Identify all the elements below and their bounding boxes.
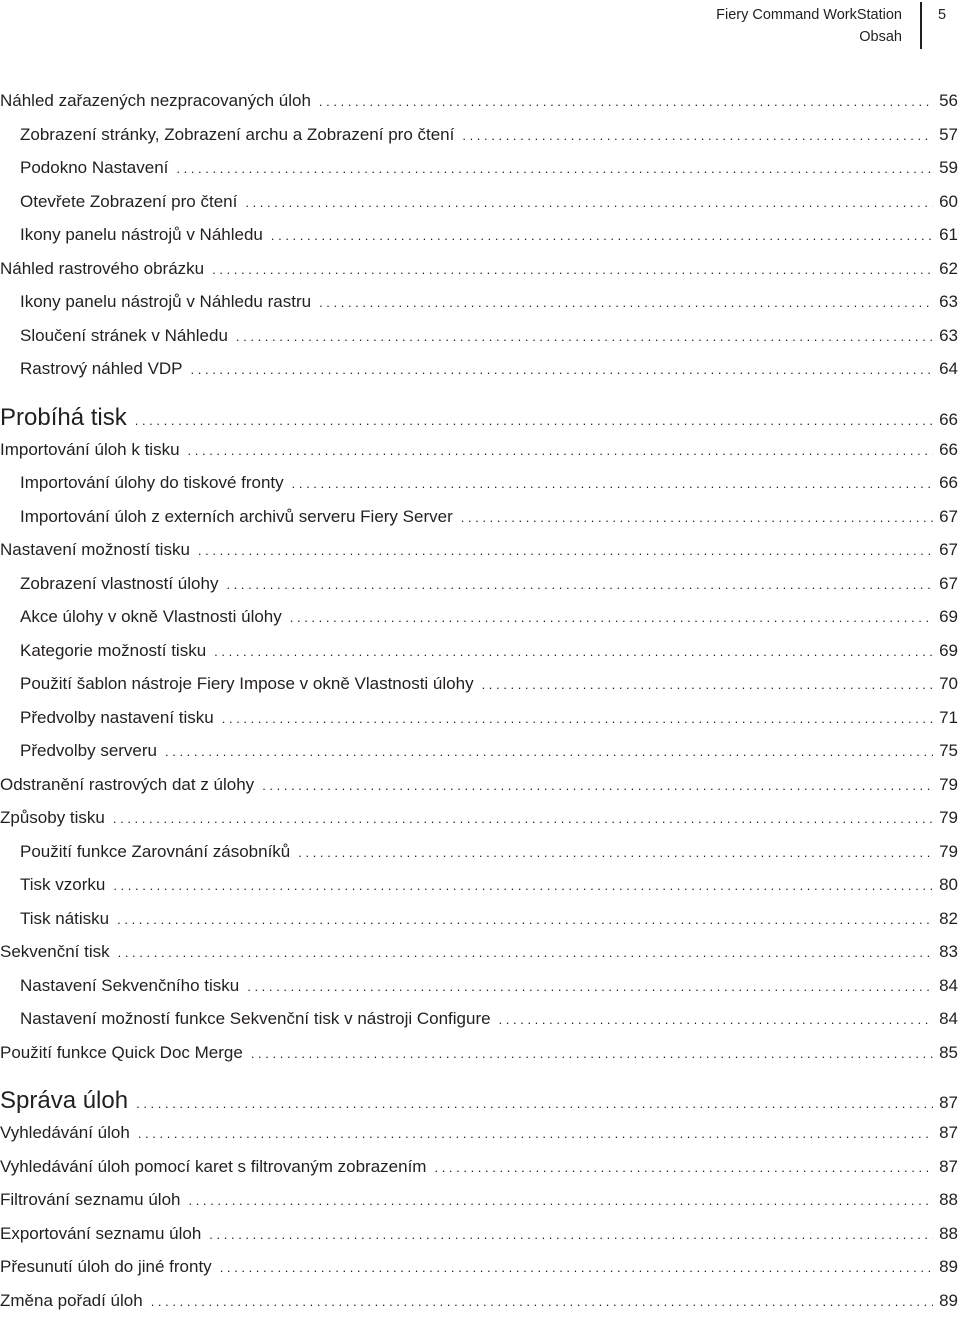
toc-entry[interactable] xyxy=(0,634,958,668)
toc-entry-title: Sloučení stránek v Náhledu xyxy=(20,325,228,345)
dot-leader xyxy=(188,434,934,468)
dot-leader xyxy=(461,501,933,535)
toc-entry-page: 61 xyxy=(939,225,958,244)
header-divider xyxy=(920,2,922,49)
toc-entry-title: Tisk nátisku xyxy=(20,908,110,928)
toc-entry-title: Přesunutí úloh do jiné fronty xyxy=(0,1257,212,1276)
toc-entry[interactable] xyxy=(0,500,958,534)
toc-entry-page: 67 xyxy=(939,573,958,593)
dot-leader xyxy=(482,668,934,702)
toc-entry-title: Náhled rastrového obrázku xyxy=(0,258,205,278)
toc-entry-title: Vyhledávání úloh xyxy=(0,1123,130,1142)
dot-leader xyxy=(245,186,933,220)
toc-entry-title: Použití funkce Zarovnání zásobníků xyxy=(20,841,291,861)
toc-entry-title: Exportování seznamu úloh xyxy=(0,1223,202,1243)
toc-entry-page: 84 xyxy=(939,1009,958,1028)
page-header xyxy=(0,0,960,60)
toc-entry-title: Použití funkce Quick Doc Merge xyxy=(0,1042,243,1062)
toc-entry-title: Akce úlohy v okně Vlastnosti úlohy xyxy=(20,607,282,626)
dot-leader xyxy=(212,253,933,287)
toc-entry-title: Nastavení možností funkce Sekvenční tisk v nástroji Configure xyxy=(20,1009,491,1028)
toc-entry-page: 60 xyxy=(939,191,958,211)
toc-entry-title: Způsoby tisku xyxy=(0,808,105,827)
toc-entry[interactable] xyxy=(0,701,958,735)
toc-entry-title: Náhled zařazených nezpracovaných úloh xyxy=(0,91,311,110)
dot-leader xyxy=(226,568,933,602)
dot-leader xyxy=(319,85,933,119)
dot-leader xyxy=(151,1285,933,1319)
toc-entry[interactable] xyxy=(0,433,958,467)
dot-leader xyxy=(319,286,933,320)
dot-leader xyxy=(113,802,933,836)
toc-entry[interactable] xyxy=(0,352,958,386)
toc-chapter[interactable] xyxy=(0,1086,958,1116)
toc-entry-title: Podokno Nastavení xyxy=(20,158,169,177)
toc-entry-page: 84 xyxy=(939,975,958,995)
toc-entry[interactable] xyxy=(0,185,958,219)
toc-entry-page: 79 xyxy=(939,808,958,827)
toc-entry-page: 69 xyxy=(939,640,958,660)
toc-entry-page: 87 xyxy=(939,1123,958,1142)
dot-leader xyxy=(113,869,933,903)
toc-entry-title: Importování úloh z externích archivů serveru Fiery Server xyxy=(20,506,453,526)
header-text xyxy=(716,4,902,48)
dot-leader xyxy=(214,635,933,669)
dot-leader xyxy=(117,903,933,937)
dot-leader xyxy=(236,320,933,354)
dot-leader xyxy=(434,1151,933,1185)
toc-entry[interactable] xyxy=(0,1183,958,1217)
table-of-contents xyxy=(0,84,958,1317)
toc-entry[interactable] xyxy=(0,600,958,634)
toc-entry[interactable] xyxy=(0,252,958,286)
toc-entry-page: 64 xyxy=(939,359,958,378)
dot-leader xyxy=(499,1003,934,1037)
toc-entry-title: Rastrový náhled VDP xyxy=(20,359,183,378)
toc-chapter[interactable] xyxy=(0,403,958,433)
toc-entry[interactable] xyxy=(0,466,958,500)
dot-leader xyxy=(271,219,933,253)
toc-entry-title: Probíhá tisk xyxy=(0,403,127,431)
toc-entry-page: 85 xyxy=(939,1042,958,1062)
toc-entry-title: Nastavení možností tisku xyxy=(0,540,190,559)
toc-entry-title: Předvolby serveru xyxy=(20,741,158,760)
toc-entry-title: Odstranění rastrových dat z úlohy xyxy=(0,774,255,794)
dot-leader xyxy=(176,152,933,186)
toc-entry-title: Předvolby nastavení tisku xyxy=(20,707,214,727)
toc-entry[interactable] xyxy=(0,935,958,969)
toc-entry[interactable] xyxy=(0,902,958,936)
toc-entry[interactable] xyxy=(0,969,958,1003)
toc-entry[interactable] xyxy=(0,835,958,869)
dot-leader xyxy=(290,601,933,635)
toc-entry-page: 69 xyxy=(939,607,958,626)
dot-leader xyxy=(135,406,933,436)
dot-leader xyxy=(251,1037,933,1071)
toc-entry-title: Sekvenční tisk xyxy=(0,942,110,961)
toc-entry-page: 70 xyxy=(939,674,958,693)
toc-entry-title: Vyhledávání úloh pomocí karet s filtrovaným zobrazením xyxy=(0,1156,427,1176)
dot-leader xyxy=(462,119,933,153)
toc-entry-title: Zobrazení stránky, Zobrazení archu a Zobrazení pro čtení xyxy=(20,124,455,144)
toc-entry-page: 79 xyxy=(939,774,958,794)
toc-entry-page: 62 xyxy=(939,258,958,278)
dot-leader xyxy=(138,1117,933,1151)
toc-entry[interactable] xyxy=(0,118,958,152)
header-section: Obsah xyxy=(859,29,902,45)
toc-entry[interactable] xyxy=(0,868,958,902)
toc-entry[interactable] xyxy=(0,151,958,185)
header-page-number: 5 xyxy=(938,7,947,23)
toc-entry[interactable] xyxy=(0,218,958,252)
toc-entry[interactable] xyxy=(0,567,958,601)
toc-entry-page: 87 xyxy=(939,1156,958,1176)
dot-leader xyxy=(136,1089,933,1119)
toc-entry-page: 71 xyxy=(939,707,958,727)
toc-entry-title: Importování úloh k tisku xyxy=(0,439,180,459)
toc-entry-title: Změna pořadí úloh xyxy=(0,1290,143,1310)
toc-entry-title: Ikony panelu nástrojů v Náhledu xyxy=(20,225,263,244)
toc-entry-title: Importování úlohy do tiskové fronty xyxy=(20,473,284,492)
toc-entry-page: 82 xyxy=(939,908,958,928)
toc-entry-page: 89 xyxy=(939,1290,958,1310)
toc-entry-page: 63 xyxy=(939,325,958,345)
toc-entry-title: Ikony panelu nástrojů v Náhledu rastru xyxy=(20,292,312,311)
dot-leader xyxy=(222,702,933,736)
toc-entry-title: Nastavení Sekvenčního tisku xyxy=(20,975,240,995)
dot-leader xyxy=(165,735,933,769)
toc-entry-page: 88 xyxy=(939,1223,958,1243)
dot-leader xyxy=(220,1251,933,1285)
toc-entry-page: 87 xyxy=(939,1093,958,1112)
toc-entry-page: 57 xyxy=(939,124,958,144)
dot-leader xyxy=(118,936,933,970)
dot-leader xyxy=(198,534,933,568)
toc-entry-title: Správa úloh xyxy=(0,1087,129,1114)
dot-leader xyxy=(247,970,933,1004)
toc-entry-page: 66 xyxy=(939,409,958,429)
toc-entry-page: 88 xyxy=(939,1190,958,1209)
toc-entry[interactable] xyxy=(0,768,958,802)
toc-entry-page: 83 xyxy=(939,942,958,961)
toc-entry-page: 66 xyxy=(939,439,958,459)
toc-entry[interactable] xyxy=(0,1284,958,1318)
toc-entry-title: Použití šablon nástroje Fiery Impose v okně Vlastnosti úlohy xyxy=(20,674,474,693)
dot-leader xyxy=(209,1218,933,1252)
toc-entry-page: 66 xyxy=(939,473,958,492)
toc-entry-page: 67 xyxy=(939,506,958,526)
dot-leader xyxy=(188,1184,933,1218)
dot-leader xyxy=(262,769,933,803)
toc-entry-title: Kategorie možností tisku xyxy=(20,640,207,660)
toc-entry-page: 56 xyxy=(939,91,958,110)
dot-leader xyxy=(191,353,934,387)
toc-entry[interactable] xyxy=(0,1116,958,1150)
toc-entry-page: 75 xyxy=(939,741,958,760)
toc-entry[interactable] xyxy=(0,319,958,353)
toc-entry-page: 80 xyxy=(939,875,958,894)
toc-entry-title: Filtrování seznamu úloh xyxy=(0,1190,181,1209)
toc-entry[interactable] xyxy=(0,734,958,768)
toc-entry[interactable] xyxy=(0,1250,958,1284)
toc-entry-page: 79 xyxy=(939,841,958,861)
toc-entry-page: 89 xyxy=(939,1257,958,1276)
toc-entry[interactable] xyxy=(0,1217,958,1251)
toc-entry[interactable] xyxy=(0,667,958,701)
dot-leader xyxy=(292,467,933,501)
toc-entry[interactable] xyxy=(0,285,958,319)
toc-entry-page: 63 xyxy=(939,292,958,311)
toc-entry-title: Zobrazení vlastností úlohy xyxy=(20,573,219,593)
toc-entry-title: Otevřete Zobrazení pro čtení xyxy=(20,191,238,211)
toc-entry-page: 59 xyxy=(939,158,958,177)
toc-entry[interactable] xyxy=(0,1036,958,1070)
dot-leader xyxy=(298,836,933,870)
toc-entry-page: 67 xyxy=(939,540,958,559)
toc-entry[interactable] xyxy=(0,84,958,118)
toc-entry[interactable] xyxy=(0,801,958,835)
toc-entry[interactable] xyxy=(0,1150,958,1184)
toc-entry-title: Tisk vzorku xyxy=(20,875,106,894)
header-product: Fiery Command WorkStation xyxy=(716,7,902,23)
toc-entry[interactable] xyxy=(0,1002,958,1036)
toc-entry[interactable] xyxy=(0,533,958,567)
